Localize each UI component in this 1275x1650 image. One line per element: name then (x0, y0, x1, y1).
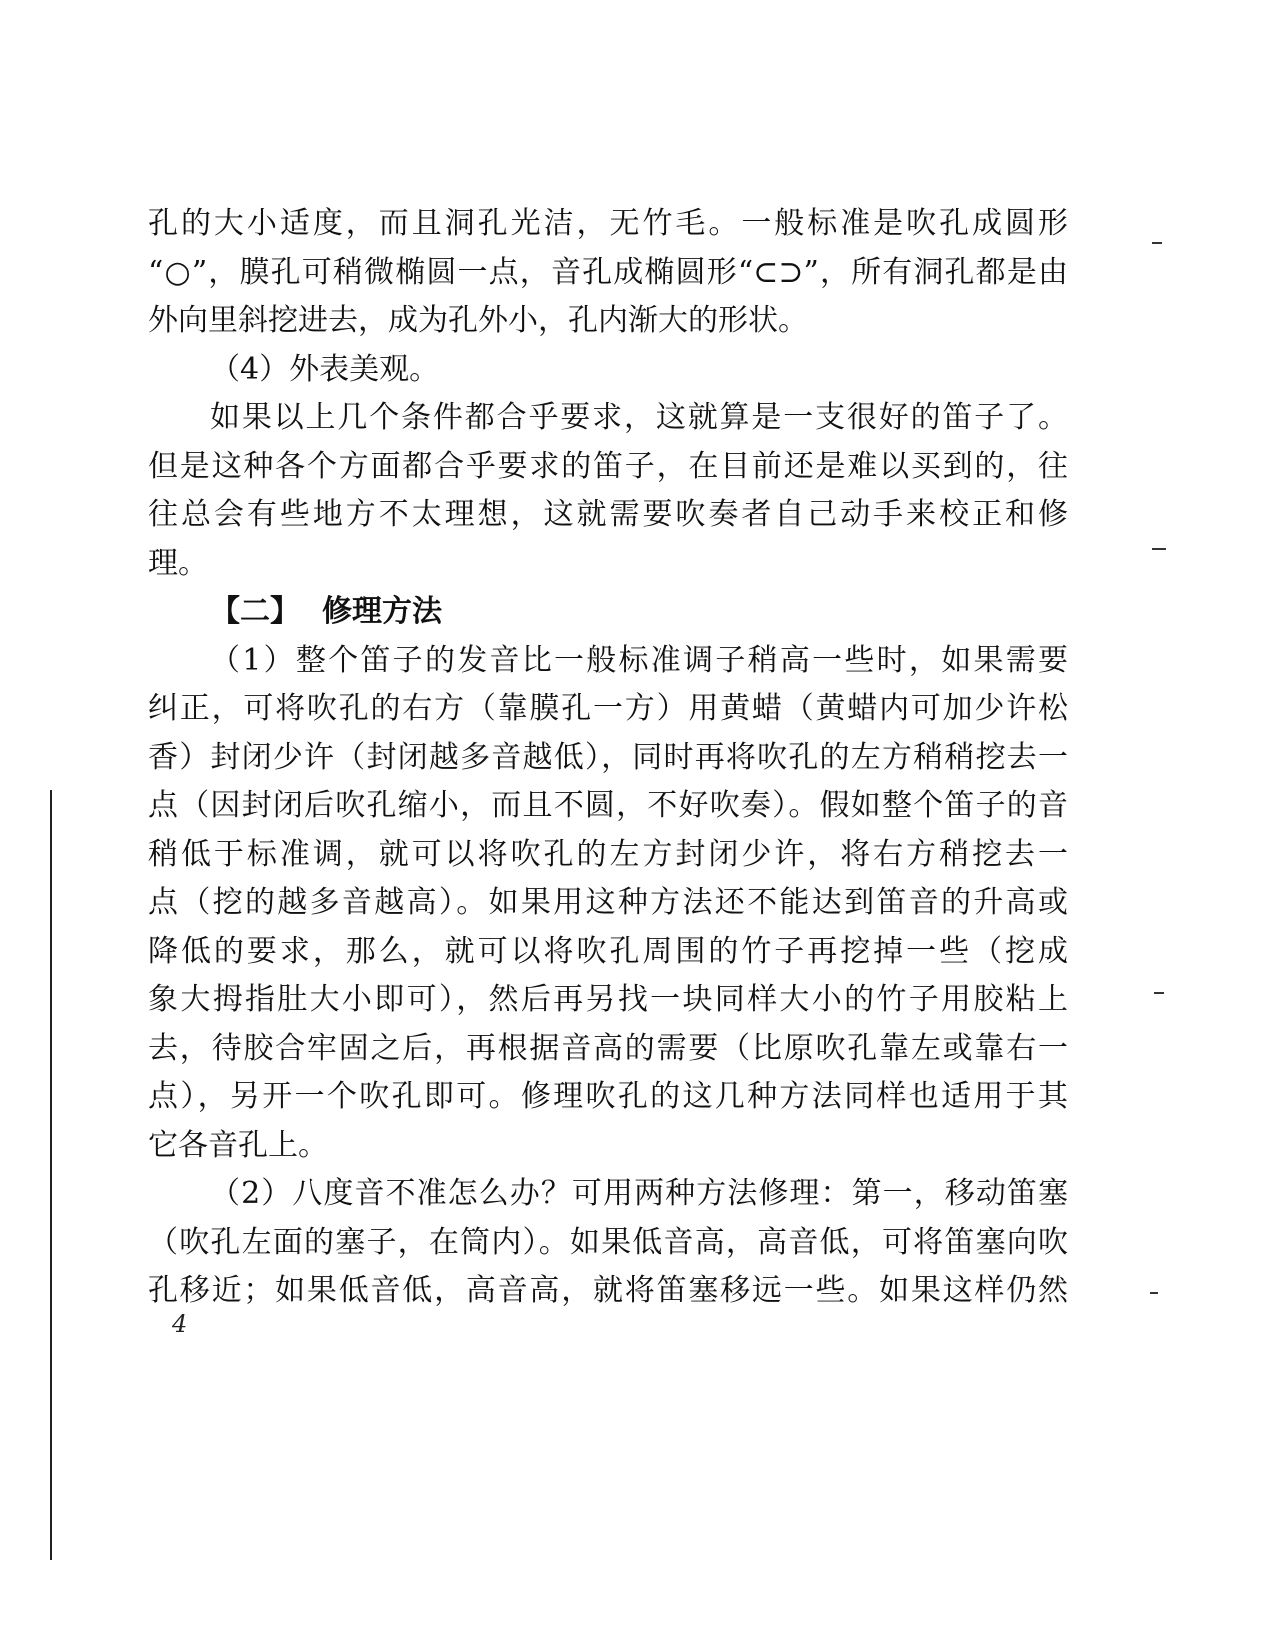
text-line: 外向里斜挖进去，成为孔外小，孔内渐大的形状。 (148, 303, 808, 338)
text-line: 孔的大小适度，而且洞孔光洁，无竹毛。一般标准是吹孔成圆形 (148, 206, 1068, 241)
text-line: 香）封闭少许（封闭越多音越低），同时再将吹孔的左方稍稍挖去一 (148, 739, 1068, 775)
text-line: （吹孔左面的塞子，在筒内）。如果低音高，高音低，可将笛塞向吹 (148, 1224, 1068, 1260)
text-line: 象大拇指肚大小即可），然后再另找一块同样大小的竹子用胶粘上 (148, 982, 1068, 1017)
text-line: （1）整个笛子的发音比一般标准调子稍高一些时，如果需要 (210, 642, 1068, 678)
text-line: 去，待胶合牢固之后，再根据音高的需要（比原吹孔靠左或靠右一 (148, 1030, 1068, 1066)
scan-mark (1152, 242, 1162, 244)
scan-margin-line (50, 790, 52, 1560)
text-line: 理。 (148, 545, 208, 581)
text-line: 往总会有些地方不太理想，这就需要吹奏者自己动手来校正和修 (148, 497, 1068, 532)
text-line: 降低的要求，那么，就可以将吹孔周围的竹子再挖掉一些（挖成 (148, 933, 1068, 969)
text-line: （2）八度音不准怎么办？可用两种方法修理：第一，移动笛塞 (210, 1176, 1068, 1211)
scan-mark (1154, 992, 1164, 994)
section-heading (148, 588, 1068, 637)
page-number: 4 (172, 1310, 188, 1338)
paragraph-block-2 (148, 637, 1068, 1316)
scan-mark (1152, 548, 1166, 550)
text-line: 但是这种各个方面都合乎要求的笛子，在目前还是难以买到的，往 (148, 448, 1068, 484)
scan-mark (1150, 1292, 1158, 1294)
section-title: 修理方法 (322, 594, 442, 629)
text-line: 如果以上几个条件都合乎要求，这就算是一支很好的笛子了。 (210, 400, 1068, 435)
text-line: （4）外表美观。 (210, 351, 440, 387)
section-number: 【二】 (210, 594, 300, 629)
text-line: 稍低于标准调，就可以将吹孔的左方封闭少许，将右方稍挖去一 (148, 836, 1068, 872)
paragraph-block-1 (148, 200, 1068, 588)
text-line: 纠正，可将吹孔的右方（靠膜孔一方）用黄蜡（黄蜡内可加少许松 (148, 691, 1068, 726)
text-line: 点），另开一个吹孔即可。修理吹孔的这几种方法同样也适用于其 (148, 1079, 1068, 1114)
text-line: 点（因封闭后吹孔缩小，而且不圆，不好吹奏）。假如整个笛子的音 (148, 788, 1068, 823)
text-line: “○”，膜孔可稍微椭圆一点，音孔成椭圆形“⊂⊃”，所有洞孔都是由 (148, 254, 1068, 290)
page-content (148, 200, 1068, 1316)
text-line: 它各音孔上。 (148, 1127, 328, 1163)
text-line: 孔移近；如果低音低，高音高，就将笛塞移远一些。如果这样仍然 (148, 1273, 1068, 1308)
text-line: 点（挖的越多音越高）。如果用这种方法还不能达到笛音的升高或 (148, 885, 1068, 920)
